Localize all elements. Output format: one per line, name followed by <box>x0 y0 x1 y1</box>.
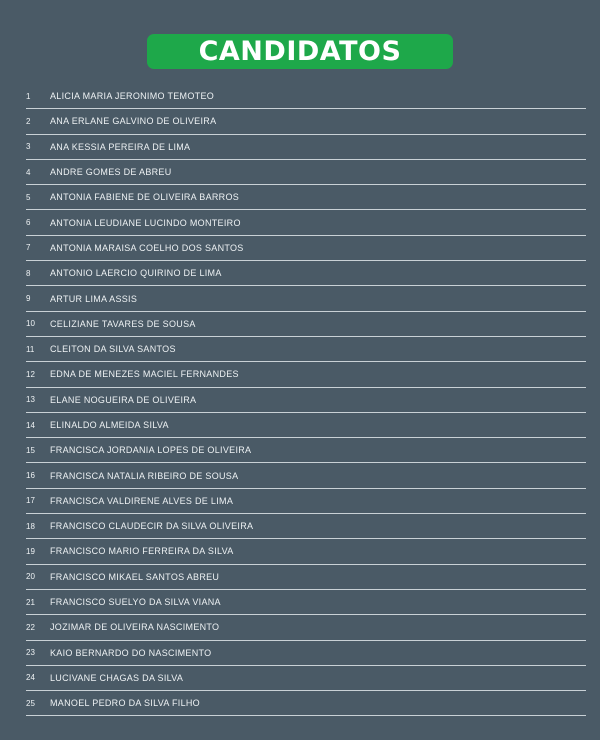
page-title: CANDIDATOS <box>198 36 402 67</box>
candidate-number: 22 <box>26 622 35 632</box>
candidate-name: LUCIVANE CHAGAS DA SILVA <box>50 672 184 683</box>
candidate-name: FRANCISCO SUELYO DA SILVA VIANA <box>50 597 221 608</box>
candidate-name: FRANCISCO MARIO FERREIRA DA SILVA <box>50 546 234 557</box>
candidate-name: CELIZIANE TAVARES DE SOUSA <box>50 318 196 329</box>
candidate-name: ELANE NOGUEIRA DE OLIVEIRA <box>50 394 197 405</box>
candidate-name: ALICIA MARIA JERONIMO TEMOTEO <box>50 91 215 102</box>
candidate-name: EDNA DE MENEZES MACIEL FERNANDES <box>50 369 239 380</box>
candidate-number: 12 <box>26 369 35 379</box>
candidate-name: ANTONIA FABIENE DE OLIVEIRA BARROS <box>50 192 240 203</box>
candidate-number: 1 <box>26 91 31 101</box>
list-item <box>26 312 586 337</box>
list-item <box>26 691 586 716</box>
candidate-name: ANA KESSIA PEREIRA DE LIMA <box>50 141 191 152</box>
list-item <box>26 666 586 691</box>
candidate-number: 19 <box>26 546 35 556</box>
candidate-number: 8 <box>26 268 31 278</box>
candidate-name: FRANCISCA NATALIA RIBEIRO DE SOUSA <box>50 470 239 481</box>
candidate-name: FRANCISCA VALDIRENE ALVES DE LIMA <box>50 495 234 506</box>
list-item <box>26 236 586 261</box>
candidate-number: 9 <box>26 294 31 304</box>
candidate-number: 15 <box>26 445 35 455</box>
candidate-name: CLEITON DA SILVA SANTOS <box>50 344 176 355</box>
list-item <box>26 641 586 666</box>
candidate-name: JOZIMAR DE OLIVEIRA NASCIMENTO <box>50 622 220 633</box>
list-item <box>26 388 586 413</box>
candidate-list <box>26 84 586 716</box>
candidate-number: 2 <box>26 116 31 126</box>
title-banner <box>147 34 453 69</box>
list-item <box>26 590 586 615</box>
candidate-name: FRANCISCO MIKAEL SANTOS ABREU <box>50 571 220 582</box>
candidate-name: FRANCISCO CLAUDECIR DA SILVA OLIVEIRA <box>50 521 254 532</box>
list-item <box>26 615 586 640</box>
list-item <box>26 109 586 134</box>
candidate-name: MANOEL PEDRO DA SILVA FILHO <box>50 698 200 709</box>
candidate-number: 23 <box>26 648 35 658</box>
candidate-number: 14 <box>26 420 35 430</box>
candidate-number: 4 <box>26 167 31 177</box>
candidate-name: ANTONIO LAERCIO QUIRINO DE LIMA <box>50 268 222 279</box>
candidate-number: 25 <box>26 698 35 708</box>
list-item <box>26 286 586 311</box>
list-item <box>26 210 586 235</box>
candidate-number: 10 <box>26 319 35 329</box>
candidate-name: ANTONIA MARAISA COELHO DOS SANTOS <box>50 242 244 253</box>
candidate-number: 24 <box>26 673 35 683</box>
list-item <box>26 84 586 109</box>
list-item <box>26 438 586 463</box>
candidate-number: 16 <box>26 471 35 481</box>
candidate-number: 5 <box>26 192 31 202</box>
list-item <box>26 565 586 590</box>
candidate-name: ANTONIA LEUDIANE LUCINDO MONTEIRO <box>50 217 241 228</box>
list-item <box>26 463 586 488</box>
list-item <box>26 413 586 438</box>
list-item <box>26 362 586 387</box>
candidate-number: 17 <box>26 496 35 506</box>
candidate-name: KAIO BERNARDO DO NASCIMENTO <box>50 647 212 658</box>
candidate-number: 3 <box>26 142 31 152</box>
candidate-number: 7 <box>26 243 31 253</box>
candidate-name: ELINALDO ALMEIDA SILVA <box>50 420 169 430</box>
list-item <box>26 489 586 514</box>
candidate-number: 13 <box>26 395 35 405</box>
candidate-number: 18 <box>26 521 35 531</box>
candidate-name: FRANCISCA JORDANIA LOPES DE OLIVEIRA <box>50 445 252 456</box>
list-item <box>26 135 586 160</box>
candidate-number: 6 <box>26 218 31 228</box>
candidate-name: ANDRE GOMES DE ABREU <box>50 167 172 178</box>
candidate-number: 20 <box>26 572 35 582</box>
list-item <box>26 539 586 564</box>
list-item <box>26 337 586 362</box>
candidate-number: 21 <box>26 597 35 607</box>
candidate-name: ANA ERLANE GALVINO DE OLIVEIRA <box>50 116 217 127</box>
list-item <box>26 514 586 539</box>
list-item <box>26 261 586 286</box>
list-item <box>26 185 586 210</box>
list-item <box>26 160 586 185</box>
candidate-name: ARTUR LIMA ASSIS <box>50 293 138 304</box>
candidate-number: 11 <box>26 344 35 354</box>
